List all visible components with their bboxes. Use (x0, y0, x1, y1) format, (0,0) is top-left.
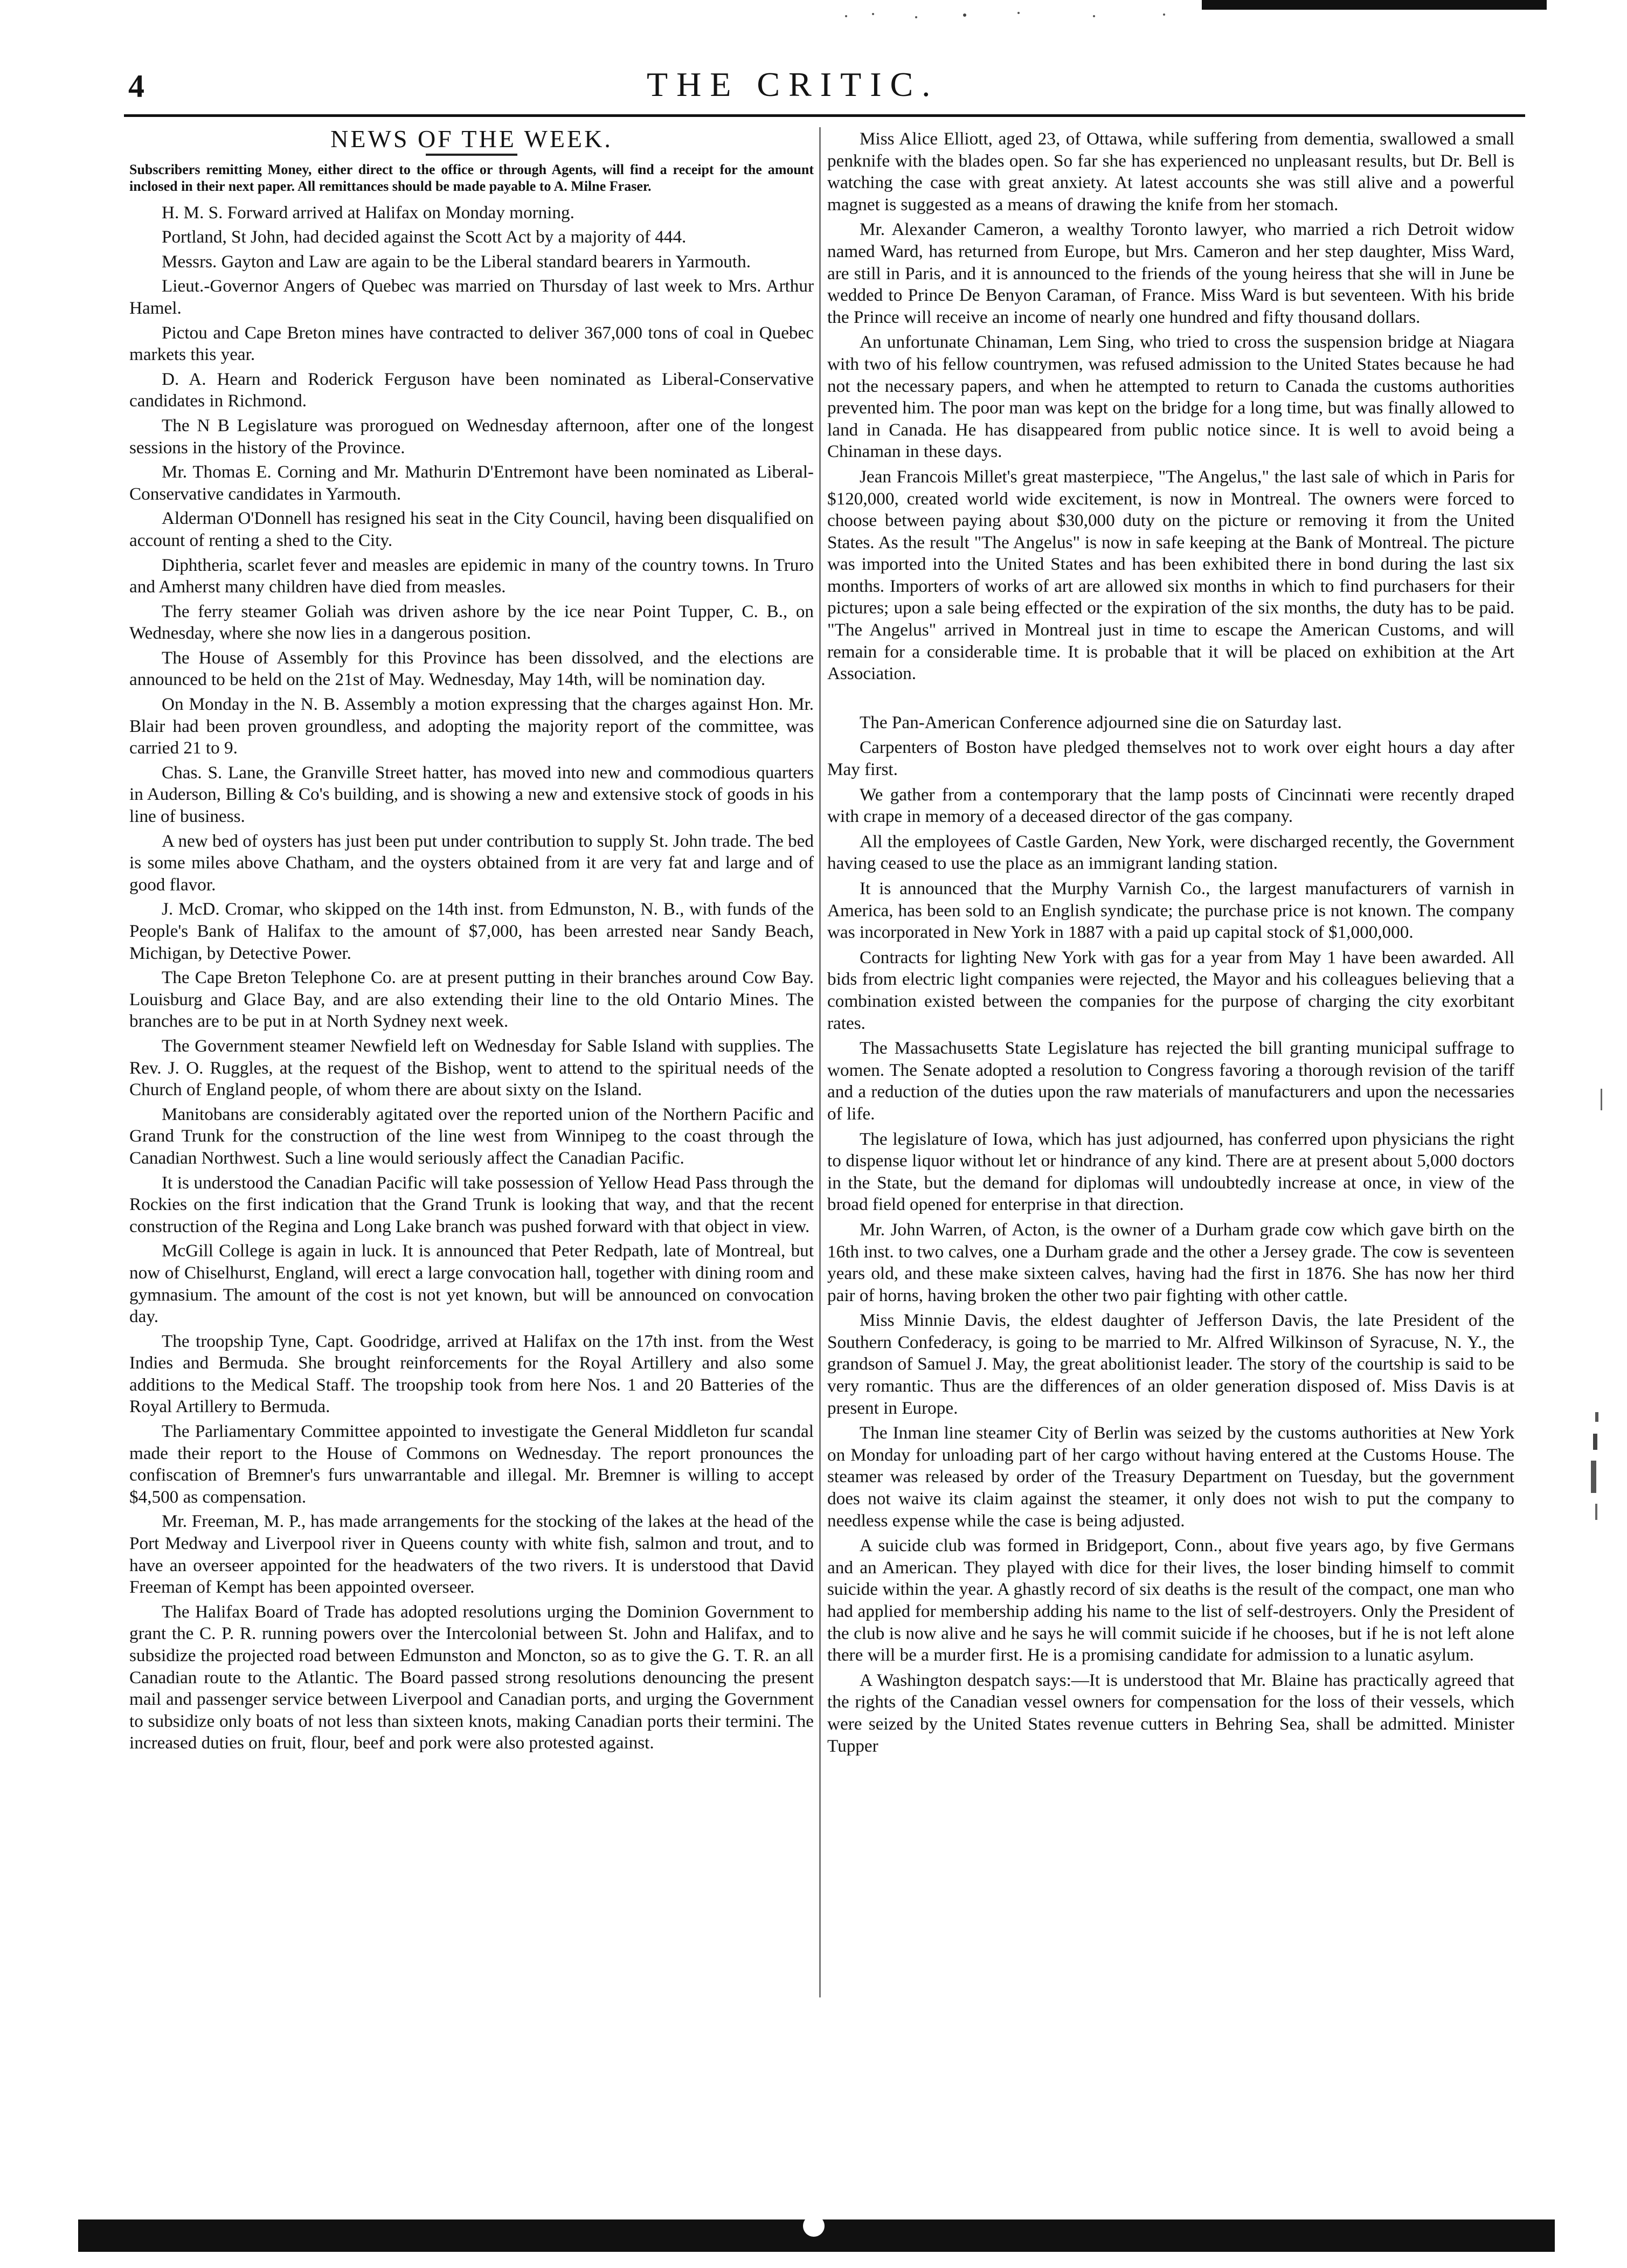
news-item: The ferry steamer Goliah was driven ashore by the ice near Point Tupper, C. B., on Wednesday, where she now lies in a dangerous position. (129, 601, 814, 644)
ink-specks (841, 10, 1218, 20)
news-item: The Cape Breton Telephone Co. are at present putting in their branches around Cow Bay. Louisburg and Glace Bay, and are also extending their line to the old Ontario Mines. The branches are to be put in at North Sydney next week. (129, 967, 814, 1032)
left-news-list (129, 202, 814, 1754)
bottom-ornament (803, 2215, 825, 2237)
top-printed-rule (1202, 0, 1547, 10)
subscriber-notice: Subscribers remitting Money, either direct to the office or through Agents, will find a receipt for the amount inclosed in their next paper. All remittances should be made payable to A. Milne Fraser. (129, 161, 814, 194)
right-news-list-top (827, 128, 1514, 685)
news-item: The House of Assembly for this Province has been dissolved, and the elections are announced to be held on the 21st of May. Wednesday, May 14th, will be nomination day. (129, 647, 814, 690)
news-item: Alderman O'Donnell has resigned his seat in the City Council, having been disqualified on account of renting a shed to the City. (129, 508, 814, 550)
section-gap (827, 688, 1514, 712)
left-column (129, 128, 814, 2112)
margin-marks (1579, 1089, 1611, 1531)
news-item: Portland, St John, had decided against the Scott Act by a majority of 444. (162, 227, 687, 247)
section-title: NEWS OF THE WEEK. (330, 128, 613, 153)
news-item: McGill College is again in luck. It is announced that Peter Redpath, late of Montreal, but now of Chiselhurst, England, will erect a large convocation hall, together with dining room and gymnasium. The amount of the cost is not yet known, but will be announced on convocation day. (129, 1241, 814, 1327)
news-item: All the employees of Castle Garden, New York, were discharged recently, the Government having ceased to use the place as an immigrant landing station. (827, 831, 1514, 874)
news-item: It is understood the Canadian Pacific will take possession of Yellow Head Pass through the Rockies on the first indication that the Grand Trunk is looking that way, and that the recent construction of the Regina and Long Lake branch was pushed forward with that object in view. (129, 1172, 814, 1236)
news-item: Lieut.-Governor Angers of Quebec was married on Thursday of last week to Mrs. Arthur Hamel. (129, 276, 814, 318)
page-number: 4 (128, 68, 144, 104)
news-item: The legislature of Iowa, which has just adjourned, has conferred upon physicians the right to dispense liquor without let or hindrance of any kind. There are at present about 5,000 doctors in the State, but the demand for diplomas will undoubtedly increase at once, in view of the broad field opened for enterprise in that direction. (827, 1129, 1514, 1215)
news-item: The Pan-American Conference adjourned sine die on Saturday last. (860, 712, 1342, 732)
right-news-list-bottom (827, 712, 1514, 1757)
news-item: A Washington despatch says:—It is understood that Mr. Blaine has practically agreed that the rights of the Canadian vessel owners for compensation for the loss of their vessels, which were seized by the United States revenue cutters in Behring Sea, shall be admitted. Minister Tupper (827, 1670, 1514, 1756)
news-item: The troopship Tyne, Capt. Goodridge, arrived at Halifax on the 17th inst. from the West Indies and Bermuda. She brought reinforcements for the Royal Artillery and also some additions to the Medical Staff. The troopship took from here Nos. 1 and 20 Batteries of the Royal Artillery to Bermuda. (129, 1331, 814, 1417)
news-item: Contracts for lighting New York with gas for a year from May 1 have been awarded. All bids from electric light companies were rejected, the Mayor and his colleagues believing that a combination existed between the companies for the purpose of charging the city exorbitant rates. (827, 947, 1514, 1033)
news-item: A suicide club was formed in Bridgeport, Conn., about five years ago, by five Germans and an American. They played with dice for their lives, the loser binding himself to commit suicide within the year. A ghastly record of six deaths is the result of the compact, one man who had applied for membership adding his name to the list of self-destroyers. Only the President of the club is now alive and he says he will commit suicide if he chooses, but if he is not left alone there will be a murder first. He is a promising candidate for admission to a lunatic asylum. (827, 1536, 1514, 1665)
header-rule (124, 114, 1525, 117)
news-item: Miss Alice Elliott, aged 23, of Ottawa, while suffering from dementia, swallowed a small penknife with the blades open. So far she has experienced no unpleasant results, but Dr. Bell is watching the case with great anxiety. At latest accounts she was still alive and a powerful magnet is suggested as a means of drawing the knife from her stomach. (827, 129, 1514, 215)
news-item: Mr. Thomas E. Corning and Mr. Mathurin D'Entremont have been nominated as Liberal-Conservative candidates in Yarmouth. (129, 462, 814, 504)
news-item: Miss Minnie Davis, the eldest daughter of Jefferson Davis, the late President of the Southern Confederacy, is going to be married to Mr. Alfred Wilkinson of Syracuse, N. Y., the grandson of Samuel J. May, the great abolitionist leader. The story of the courtship is said to be very romantic. Thus are the differences of an older generation disposed of. Miss Davis is at present in Europe. (827, 1310, 1514, 1418)
news-item: The Halifax Board of Trade has adopted resolutions urging the Dominion Government to grant the C. P. R. running powers over the Intercolonial between St. John and Halifax, and to subsidize the projected road between Edmunston and Moncton, so as to give the G. T. R. an all Canadian route to the Atlantic. The Board passed strong resolutions denouncing the present mail and passenger service between Liverpool and Canadian ports, and urging the Government to subsidize only boats of not less than sixteen knots, making Canadian ports their termini. The increased duties on fruit, flour, beef and pork were also protested against. (129, 1601, 814, 1753)
news-item: Messrs. Gayton and Law are again to be the Liberal standard bearers in Yarmouth. (162, 251, 751, 272)
news-item: Mr. John Warren, of Acton, is the owner of a Durham grade cow which gave birth on the 16th inst. to two calves, one a Durham grade and the other a Jersey grade. The cow is seventeen years old, and these make sixteen calves, having had the first in 1876. She has now her third pair of horns, having broken the other two pair fighting with other cattle. (827, 1219, 1514, 1305)
news-item: J. McD. Cromar, who skipped on the 14th inst. from Edmunston, N. B., with funds of the People's Bank of Halifax to the amount of $7,000, has been arrested near Sandy Beach, Michigan, by Detective Power. (129, 899, 814, 963)
title-underline (426, 154, 517, 156)
news-item: Manitobans are considerably agitated over the reported union of the Northern Pacific and Grand Trunk for the construction of the line west from Winnipeg to the coast through the Canadian Northwest. Such a line would seriously affect the Canadian Pacific. (129, 1104, 814, 1168)
news-item: The Parliamentary Committee appointed to investigate the General Middleton fur scandal made their report to the House of Commons on Wednesday. The report pronounces the confiscation of Bremner's furs unwarrantable and illegal. Mr. Bremner is willing to accept $4,500 as compensation. (129, 1421, 814, 1507)
news-item: It is announced that the Murphy Varnish Co., the largest manufacturers of varnish in America, has been sold to an English syndicate; the purchase price is not known. The company was incorporated in New York in 1887 with a paid up capital stock of $1,000,000. (827, 879, 1514, 943)
news-item: D. A. Hearn and Roderick Ferguson have been nominated as Liberal-Conservative candidates in Richmond. (129, 369, 814, 411)
news-item: Carpenters of Boston have pledged themselves not to work over eight hours a day after May first. (827, 737, 1514, 780)
news-item: Pictou and Cape Breton mines have contracted to deliver 367,000 tons of coal in Quebec markets this year. (129, 322, 814, 365)
news-item: Mr. Alexander Cameron, a wealthy Toronto lawyer, who married a rich Detroit widow named Ward, has returned from Europe, but Mrs. Cameron and her step daughter, Miss Ward, are still in Paris, and it is announced to the friends of the young heiress that she will in June be wedded to Prince De Benyon Caraman, of France. Miss Ward is but seventeen. With his bride the Prince will receive an income of nearly one hundred and fifty thousand dollars. (827, 219, 1514, 327)
right-column (827, 128, 1514, 2112)
news-item: The Inman line steamer City of Berlin was seized by the customs authorities at New York on Monday for unloading part of her cargo without having entered at the Customs House. The steamer was released by order of the Treasury Department on Tuesday, but the government does not waive its claim against the steamer, it only does not wish to put the company to needless expense while the case is being adjusted. (827, 1423, 1514, 1531)
news-item: The N B Legislature was prorogued on Wednesday afternoon, after one of the longest sessions in the history of the Province. (129, 415, 814, 458)
news-item: An unfortunate Chinaman, Lem Sing, who tried to cross the suspension bridge at Niagara with two of his fellow countrymen, was refused admission to the United States because he had not the necessary papers, and when he attempted to return to Canada the customs authorities prevented him. The poor man was kept on the bridge for a long time, but was finally allowed to land in Canada. He has disappeared from public notice since. It is well to avoid being a Chinaman in these days. (827, 332, 1514, 462)
news-item: We gather from a contemporary that the lamp posts of Cincinnati were recently draped with crape in memory of a deceased director of the gas company. (827, 784, 1514, 827)
news-item: Chas. S. Lane, the Granville Street hatter, has moved into new and commodious quarters in Auderson, Billing & Co's building, and is showing a new and extensive stock of goods in his line of business. (129, 762, 814, 827)
news-item: H. M. S. Forward arrived at Halifax on Monday morning. (162, 202, 574, 223)
news-item: On Monday in the N. B. Assembly a motion expressing that the charges against Hon. Mr. Blair had been proven groundless, and adopting the majority report of the committee, was carried 21 to 9. (129, 694, 814, 758)
column-divider (819, 127, 821, 1997)
publication-title: THE CRITIC. (647, 65, 939, 103)
news-item: The Government steamer Newfield left on Wednesday for Sable Island with supplies. The Rev. J. O. Ruggles, at the request of the Bishop, went to attend to the spiritual needs of the Church of England people, of whom there are about sixty on the Island. (129, 1035, 814, 1100)
news-item: Mr. Freeman, M. P., has made arrangements for the stocking of the lakes at the head of the Port Medway and Liverpool river in Queens county with white fish, salmon and trout, and to have an overseer appointed for the headwaters of the two rivers. It is understood that David Freeman of Kempt has been appointed overseer. (129, 1511, 814, 1598)
news-item: Jean Francois Millet's great masterpiece, "The Angelus," the last sale of which in Paris for $120,000, created world wide excitement, is now in Montreal. The owners were forced to choose between paying about $30,000 duty on the picture or removing it from the United States. As the result "The Angelus" is now in safe keeping at the Bank of Montreal. The picture was imported into the United States and has been exhibited there in bond during the last six months. Importers of works of art are allowed six months in which to find purchasers for their pictures; upon a sale being effected or the expiration of the six months, the duty has to be paid. "The Angelus" arrived in Montreal just in time to escape the American Customs, and will remain for a considerable time. It is probable that it will be placed on exhibition at the Art Association. (827, 466, 1514, 684)
news-item: A new bed of oysters has just been put under contribution to supply St. John trade. The bed is some miles above Chatham, and the oysters obtained from it are very fat and large and of good flavor. (129, 831, 814, 895)
news-item: The Massachusetts State Legislature has rejected the bill granting municipal suffrage to women. The Senate adopted a resolution to Congress favoring a thorough revision of the tariff and a reduction of the duties upon the raw materials of manufacturers and upon the necessaries of life. (827, 1038, 1514, 1124)
news-item: Diphtheria, scarlet fever and measles are epidemic in many of the country towns. In Truro and Amherst many children have died from measles. (129, 555, 814, 597)
